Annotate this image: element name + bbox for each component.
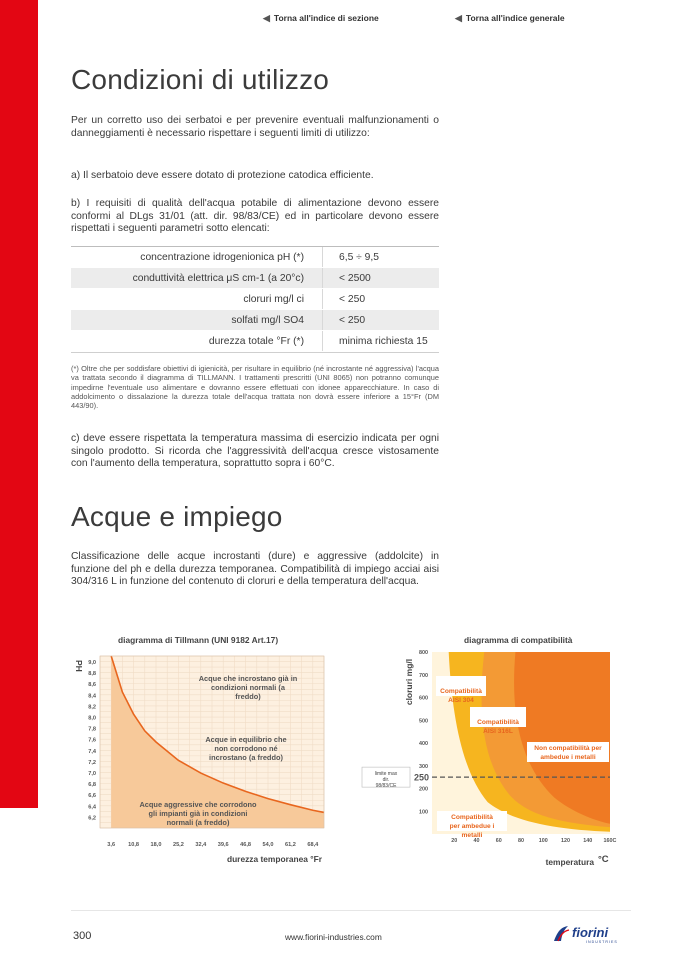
y-tick-label: 7,8	[88, 726, 96, 733]
param-label: durezza totale °Fr (*)	[71, 331, 323, 352]
annotation-equilibrio: Acque in equilibrio che non corrodono né incrostano (a freddo)	[205, 735, 287, 762]
compat-chart	[360, 646, 628, 868]
requirement-a: a) Il serbatoio deve essere dotato di protezione catodica efficiente.	[71, 170, 374, 181]
y-tick-label: 8,8	[88, 671, 96, 678]
x-tick-label: 160C	[603, 838, 617, 844]
zone-label-316: Compatibilità AISI 316L	[477, 719, 519, 735]
y-tick-label: 700	[419, 672, 428, 679]
parameters-table	[71, 247, 439, 352]
logo-mark-icon	[554, 926, 568, 941]
requirement-b: b) I requisiti di qualità dell'acqua potabile di alimentazione devono essere conformi al DLgs 31/01 (att. dir. 98/83/CE) ed in particolare devono essere rispettati i seguenti parametri sotto elencati:	[71, 198, 439, 235]
section-2-paragraph: Classificazione delle acque incrostanti (dure) e aggressive (addolcite) in funzione del ph e della durezza temporanea. Compatibilità di impiego acciai aisi 304/316 L in funzione del contenuto di cloruri e della temperatura dell'acqua.	[71, 551, 439, 588]
y-axis-label: PH	[74, 660, 84, 672]
x-tick-label: 80	[518, 838, 524, 844]
table-row	[71, 289, 439, 310]
x-tick-label: 60	[495, 838, 502, 844]
table-row	[71, 268, 439, 289]
intro-paragraph: Per un corretto uso dei serbatoi e per prevenire eventuali malfunzionamenti o danneggiamenti è necessario rispettare i seguenti limiti di utilizzo:	[71, 115, 439, 139]
y-tick-label: 300	[419, 763, 428, 770]
x-tick-label: 40	[473, 838, 480, 844]
y-tick-label: 600	[419, 695, 428, 702]
param-label: cloruri mg/l ci	[71, 289, 323, 310]
param-label: concentrazione idrogenionica pH (*)	[71, 247, 323, 268]
fiorini-logo	[552, 924, 632, 949]
website-link[interactable]: www.fiorini-industries.com	[285, 932, 382, 942]
y-tick-label: 7,4	[88, 748, 96, 755]
zone-label-non: Non compatibilità per ambedue i metalli	[534, 745, 602, 761]
footnote: (*) Oltre che per soddisfare obiettivi di igienicità, per risultare in equilibrio (né incrostante né aggressiva) l'acqua va trattata secondo il diagramma di TILLMANN. I trattamenti prescritti (UNI 8065) non potranno comunque impedirne l'eventuale uso alimentare e dovranno essere effettuati con idonee apparecchiature. In caso di addolcimento o dissalazione la durezza totale dell'acqua trattata non dovrà essere inferiore a 15°Fr (DM 443/90).	[71, 364, 439, 411]
x-tick-label: 20	[451, 838, 458, 844]
red-side-bar	[0, 0, 38, 808]
param-value: 6,5 ÷ 9,5	[323, 247, 440, 268]
y-tick-label: 8,2	[88, 704, 96, 711]
y-tick-label: 9,0	[88, 660, 96, 667]
x-tick-label: 25,2	[172, 842, 184, 848]
back-to-index-link[interactable]	[455, 13, 565, 24]
y-tick-label: 6,2	[88, 815, 96, 822]
x-tick-label: 18,0	[150, 842, 162, 848]
back-arrow-icon: ◀	[263, 13, 270, 23]
y-tick-label: 8,6	[88, 682, 96, 689]
requirement-c: c) deve essere rispettata la temperatura massima di esercizio indicata per ogni singolo prodotto. Si ricorda che l'aggressività dell'acqua cresce vistosamente con l'aumento della temperatura, soprattutto sopra i 60°C.	[71, 433, 439, 470]
y-tick-label: 200	[419, 786, 428, 793]
param-value: minima richiesta 15	[323, 331, 440, 352]
table-row	[71, 310, 439, 331]
x-tick-label: 39,6	[217, 842, 229, 848]
param-label: conduttività elettrica μS cm-1 (a 20°c)	[71, 268, 323, 289]
section-title-2: Acque e impiego	[71, 501, 283, 532]
annotation-incrostanti: Acque che incrostano già in condizioni normali (a freddo)	[198, 674, 298, 701]
param-value: < 250	[323, 310, 440, 331]
compat-title: diagramma di compatibilità	[464, 635, 573, 645]
y-tick-label: 800	[419, 650, 428, 657]
y-tick-label: 6,4	[88, 804, 96, 811]
y-tick-label: 100	[419, 809, 428, 816]
x-axis-label: temperatura	[545, 857, 594, 867]
y-tick-label: 7,0	[88, 771, 96, 778]
x-axis-unit: °C	[598, 854, 609, 865]
y-tick-label: 500	[419, 718, 428, 725]
x-tick-label: 100	[538, 838, 548, 844]
y-tick-label: 6,8	[88, 782, 96, 789]
y-tick-label: 8,0	[88, 715, 96, 722]
page-number: 300	[73, 930, 92, 942]
back-arrow-icon: ◀	[455, 13, 462, 23]
table-bottom-rule	[71, 352, 439, 353]
param-label: solfati mg/l SO4	[71, 310, 323, 331]
x-tick-label: 54,0	[262, 842, 274, 848]
y-tick-label: 8,4	[88, 693, 96, 700]
annotation-aggressive: Acque aggressive che corrodono gli impianti già in condizioni normali (a freddo)	[139, 800, 257, 827]
zone-label-304: Compatibilità AISI 304	[440, 688, 482, 704]
x-tick-label: 61,2	[284, 842, 296, 848]
x-tick-label: 3,6	[107, 842, 116, 848]
x-axis-label: durezza temporanea °Fr	[226, 854, 322, 864]
x-tick-label: 140	[583, 838, 593, 844]
logo-subtext: INDUSTRIES	[586, 940, 618, 944]
zone-label-both: Compatibilità per ambedue i metalli	[449, 814, 495, 839]
section-title: Condizioni di utilizzo	[71, 64, 330, 95]
limit-label: limite max dir. 98/83/CE	[374, 771, 398, 790]
x-tick-label: 120	[561, 838, 570, 844]
back-to-section-label: Torna all'indice di sezione	[273, 13, 379, 23]
x-tick-label: 46,8	[240, 842, 252, 848]
footer-divider	[71, 910, 631, 911]
y-axis-label: cloruri mg/l	[404, 658, 414, 706]
param-value: < 250	[323, 289, 440, 310]
back-to-section-link[interactable]	[263, 13, 379, 24]
logo-text: fiorini	[572, 925, 609, 940]
y-tick-label: 7,2	[88, 759, 96, 766]
back-to-index-label: Torna all'indice generale	[465, 13, 565, 23]
x-tick-label: 68,4	[307, 842, 319, 848]
y-tick-label: 400	[419, 741, 428, 748]
x-tick-label: 32,4	[195, 842, 207, 848]
table-row	[71, 247, 439, 268]
x-tick-label: 10,8	[128, 842, 140, 848]
param-value: < 2500	[323, 268, 440, 289]
limit-value-label: 250	[413, 772, 429, 783]
tillmann-chart	[66, 646, 332, 868]
tillmann-title: diagramma di Tillmann (UNI 9182 Art.17)	[118, 635, 279, 645]
y-tick-label: 6,6	[88, 793, 96, 800]
table-row	[71, 331, 439, 352]
y-tick-label: 7,6	[88, 737, 96, 744]
